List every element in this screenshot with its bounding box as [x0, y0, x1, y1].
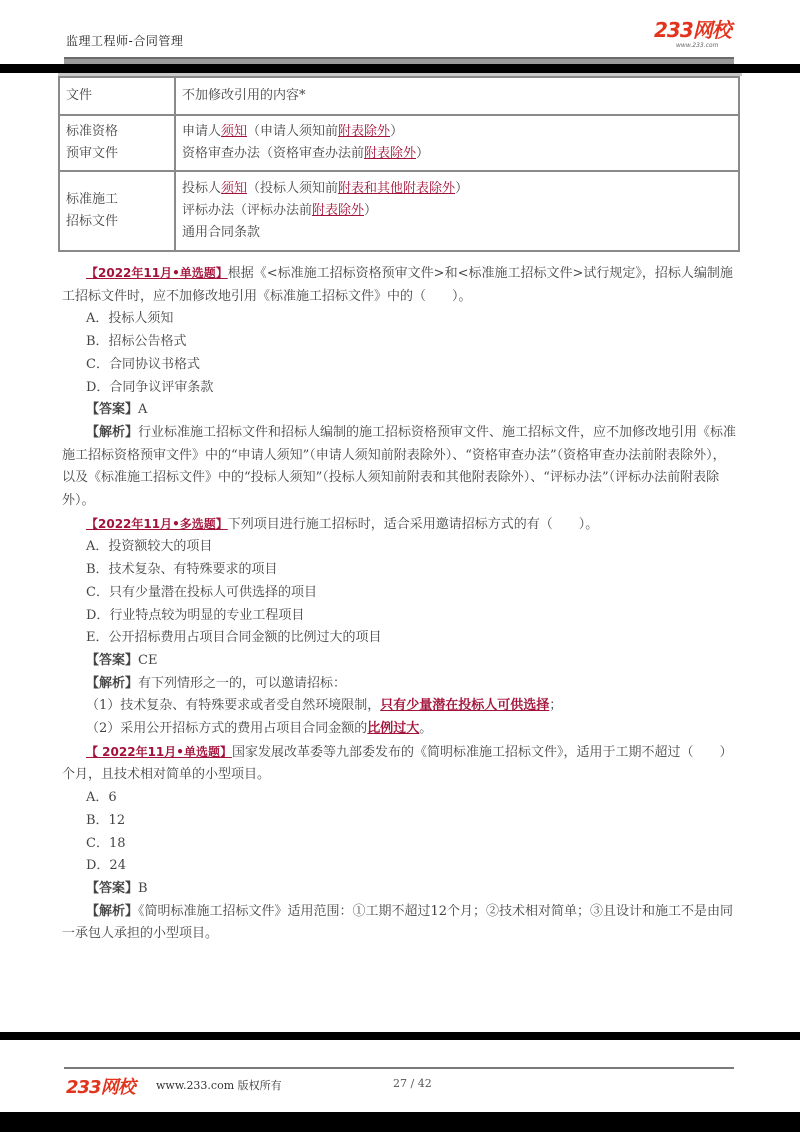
option: B．招标公告格式 — [86, 334, 187, 350]
brand-logo-url: www.233.com — [676, 42, 719, 49]
table-cell-content — [175, 77, 739, 115]
option: C．18 — [86, 835, 126, 851]
text: （2）采用公开招标方式的费用占项目合同金额的 — [86, 721, 368, 737]
table-line — [182, 200, 732, 222]
analysis-text: 《简明标准施工招标文件》适用范围：①工期不超过12个月；②技术相对简单；③且设计和施工不是由同一承包人承担的小型项目。 — [62, 903, 734, 942]
brand-logo: 233网校 — [654, 18, 731, 42]
table-cell-label: 文件 — [59, 77, 175, 115]
header-rule — [64, 57, 734, 64]
table-line: 通用合同条款 — [182, 225, 261, 240]
highlight-text: 附表除外 — [312, 203, 365, 218]
reference-table — [58, 76, 740, 252]
question-text: 国家发展改革委等九部委发布的《简明标准施工招标文件》，适用于工期不超过（ ）个月，且技术相对简单的小型项目。 — [62, 744, 733, 783]
table-row — [59, 171, 739, 251]
option: D．合同争议评审条款 — [86, 379, 214, 395]
label-line: 预审文件 — [66, 146, 119, 161]
question-tag: 【 2022年11月•单选题】 — [86, 744, 232, 759]
text: ） — [416, 146, 430, 161]
questions-section — [62, 262, 738, 946]
highlight-text: 比例过大 — [367, 721, 420, 737]
table-line — [182, 178, 732, 200]
answer-label: 【答案】 — [86, 652, 139, 668]
table-row — [59, 77, 739, 115]
option: B．技术复杂、有特殊要求的项目 — [86, 562, 278, 578]
text: （投标人须知前 — [247, 181, 339, 196]
answer — [62, 399, 738, 422]
table-cell-content — [175, 115, 739, 171]
analysis-label: 【解析】 — [86, 424, 139, 440]
highlight-text: 附表除外 — [338, 124, 391, 139]
text: （申请人须知前 — [247, 124, 339, 139]
analysis-item — [62, 695, 738, 718]
table-cell-label — [59, 115, 175, 171]
question-stem — [62, 513, 738, 537]
table-cell-content — [175, 171, 739, 251]
text: 投标人 — [182, 181, 222, 196]
table-line — [182, 143, 732, 165]
footer-rule — [64, 1067, 734, 1069]
text: 申请人 — [182, 124, 222, 139]
answer — [62, 650, 738, 673]
analysis-item — [62, 718, 738, 741]
label-line: 标准资格 — [66, 124, 119, 139]
analysis — [62, 673, 738, 696]
text: ） — [390, 124, 404, 139]
analysis-label: 【解析】 — [86, 675, 139, 691]
text: （1）技术复杂、有特殊要求或者受自然环境限制， — [86, 698, 381, 714]
footer-copyright: www.233.com 版权所有 — [156, 1079, 282, 1092]
document-title: 监理工程师-合同管理 — [66, 34, 184, 48]
option: C．只有少量潜在投标人可供选择的项目 — [86, 584, 317, 600]
option: A．投标人须知 — [86, 311, 174, 327]
answer-value: A — [138, 402, 148, 418]
question-text: 根据《<标准施工招标资格预审文件>和<标准施工招标文件>试行规定》，招标人编制施工招标文件时，应不加修改地引用《标准施工招标文件》中的（ ）。 — [62, 266, 733, 304]
option: D．24 — [86, 858, 126, 874]
label-line: 标准施工 — [66, 192, 119, 207]
answer-label: 【答案】 — [86, 402, 139, 418]
option: A．6 — [86, 790, 117, 806]
question-tag: 【2022年11月•单选题】 — [86, 266, 228, 280]
text: 资格审查办法（资格审查办法前 — [182, 146, 365, 161]
option: D．行业特点较为明显的专业工程项目 — [86, 607, 305, 623]
text: ； — [549, 698, 563, 714]
highlight-text: 须知 — [221, 181, 248, 196]
question-text: 下列项目进行施工招标时，适合采用邀请招标方式的有（ ）。 — [227, 516, 599, 532]
text: ） — [455, 181, 469, 196]
highlight-text: 只有少量潜在投标人可供选择 — [380, 698, 550, 714]
highlight-text: 附表除外 — [364, 146, 417, 161]
table-row — [59, 115, 739, 171]
page-separator-top — [0, 64, 800, 73]
option: C．合同协议书格式 — [86, 356, 200, 372]
footer-logo: 233网校 — [66, 1077, 135, 1098]
question-stem — [62, 262, 738, 308]
label-line: 招标文件 — [66, 214, 119, 229]
analysis — [62, 422, 738, 513]
text: 评标办法（评标办法前 — [182, 203, 313, 218]
analysis-text: 有下列情形之一的，可以邀请招标： — [138, 675, 347, 691]
table-cell-label — [59, 171, 175, 251]
option: E．公开招标费用占项目合同金额的比例过大的项目 — [86, 630, 382, 646]
answer-label: 【答案】 — [86, 880, 139, 896]
analysis-label: 【解析】 — [86, 903, 139, 919]
text: 。 — [419, 721, 433, 737]
answer-value: B — [138, 880, 148, 896]
highlight-text: 须知 — [221, 124, 248, 139]
question-stem — [62, 741, 738, 787]
page-separator-final — [0, 1112, 800, 1132]
analysis — [62, 901, 738, 946]
option: B．12 — [86, 812, 126, 828]
answer-value: CE — [138, 652, 158, 668]
answer — [62, 878, 738, 901]
page-number: 27 / 42 — [393, 1077, 432, 1090]
page-separator-bottom — [0, 1032, 800, 1040]
table-line — [182, 121, 732, 143]
question-tag: 【2022年11月•多选题】 — [86, 516, 228, 531]
option: A．投资额较大的项目 — [86, 539, 213, 555]
text: ） — [364, 203, 378, 218]
table-line: 不加修改引用的内容* — [182, 88, 306, 103]
highlight-text: 附表和其他附表除外 — [338, 181, 456, 196]
analysis-text: 行业标准施工招标文件和招标人编制的施工招标资格预审文件、施工招标文件，应不加修改地引用《标准施工招标资格预审文件》中的“申请人须知”（申请人须知前附表除外）、“资格审查办法”（资格审查办法前附表除外），以及《标准施工招标文件》中的“投标人须知”（投标人须知前附表和其他附表除外）、“评标办法”（评标办法前附表除外）。 — [62, 424, 737, 509]
